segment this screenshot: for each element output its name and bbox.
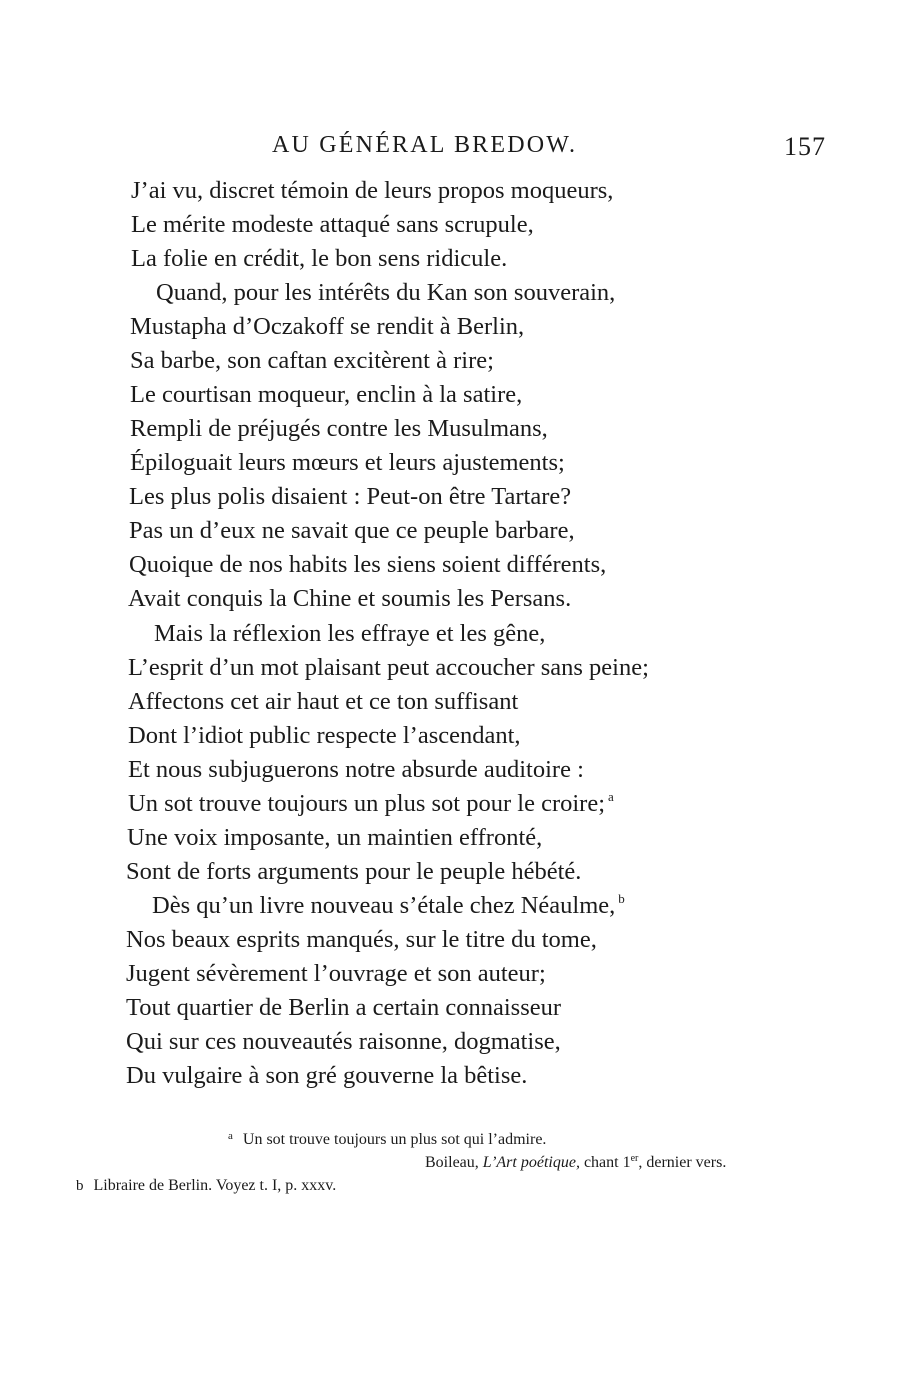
verse-line: Le courtisan moqueur, enclin à la satire, <box>130 381 523 408</box>
verse-line: Mustapha d’Oczakoff se rendit à Berlin, <box>130 313 525 340</box>
verse-line: Mais la réflexion les effraye et les gêne, <box>154 620 546 647</box>
verse-line: L’esprit d’un mot plaisant peut accoucher sans peine; <box>128 654 649 681</box>
verse-line: Avait conquis la Chine et soumis les Persans. <box>128 585 572 612</box>
footnote-b <box>76 1174 336 1198</box>
verse-line: Du vulgaire à son gré gouverne la bêtise. <box>126 1062 528 1089</box>
footnote-mark-a: a <box>228 1130 233 1142</box>
work-title: L’Art poétique, <box>482 1154 580 1171</box>
verse-line: J’ai vu, discret témoin de leurs propos moqueurs, <box>131 177 614 204</box>
verse-line: Une voix imposante, un maintien effronté, <box>127 824 543 851</box>
verse-line: Dès qu’un livre nouveau s’étale chez Néaulme, $^b$ <box>152 891 625 919</box>
verse-line: Dont l’idiot public respecte l’ascendant, <box>128 722 521 749</box>
footnote-quote: Un sot trouve toujours un plus sot qui l’admire. <box>242 1131 547 1148</box>
verse-line: Épiloguait leurs mœurs et leurs ajustements; <box>130 449 565 476</box>
verse-line: Tout quartier de Berlin a certain connaisseur <box>126 994 562 1021</box>
verse-line: Le mérite modeste attaqué sans scrupule, <box>131 211 534 238</box>
running-title: AU GÉNÉRAL BREDOW. <box>272 132 578 158</box>
verse-line: Pas un d’eux ne savait que ce peuple barbare, <box>129 517 575 544</box>
footnote-ref-a[interactable]: a <box>608 789 614 804</box>
verse-line: Rempli de préjugés contre les Musulmans, <box>130 415 548 442</box>
verse-line: La folie en crédit, le bon sens ridicule. <box>131 245 508 272</box>
footnote-a <box>228 1124 546 1152</box>
verse-line: Affectons cet air haut et ce ton suffisant <box>128 688 519 715</box>
page-header <box>0 128 900 168</box>
verse-line: Quoique de nos habits les siens soient différents, <box>129 551 607 578</box>
footnote-text: Libraire de Berlin. Voyez t. I, p. xxxv. <box>93 1177 337 1194</box>
verse-line: Un sot trouve toujours un plus sot pour le croire; $^a$ <box>128 789 614 817</box>
verse-line: Nos beaux esprits manqués, sur le titre du tome, <box>126 926 597 953</box>
footnote-mark-b: b <box>76 1178 84 1194</box>
verse-line: Qui sur ces nouveautés raisonne, dogmatise, <box>126 1028 561 1055</box>
footnote-ref-b[interactable]: b <box>618 891 625 906</box>
footnote-source: Boileau, L’Art poétique, chant 1er, dernier vers. <box>425 1153 727 1171</box>
verse-line: Et nous subjuguerons notre absurde auditoire : <box>128 756 584 783</box>
page-number: 157 <box>784 132 826 161</box>
verse-line: Sa barbe, son caftan excitèrent à rire; <box>130 347 494 374</box>
verse-line: Jugent sévèrement l’ouvrage et son auteur; <box>126 960 546 987</box>
verse-line: Les plus polis disaient : Peut-on être Tartare? <box>129 483 572 510</box>
verse-line: Quand, pour les intérêts du Kan son souverain, <box>156 279 616 306</box>
verse-line: Sont de forts arguments pour le peuple hébété. <box>126 858 582 885</box>
